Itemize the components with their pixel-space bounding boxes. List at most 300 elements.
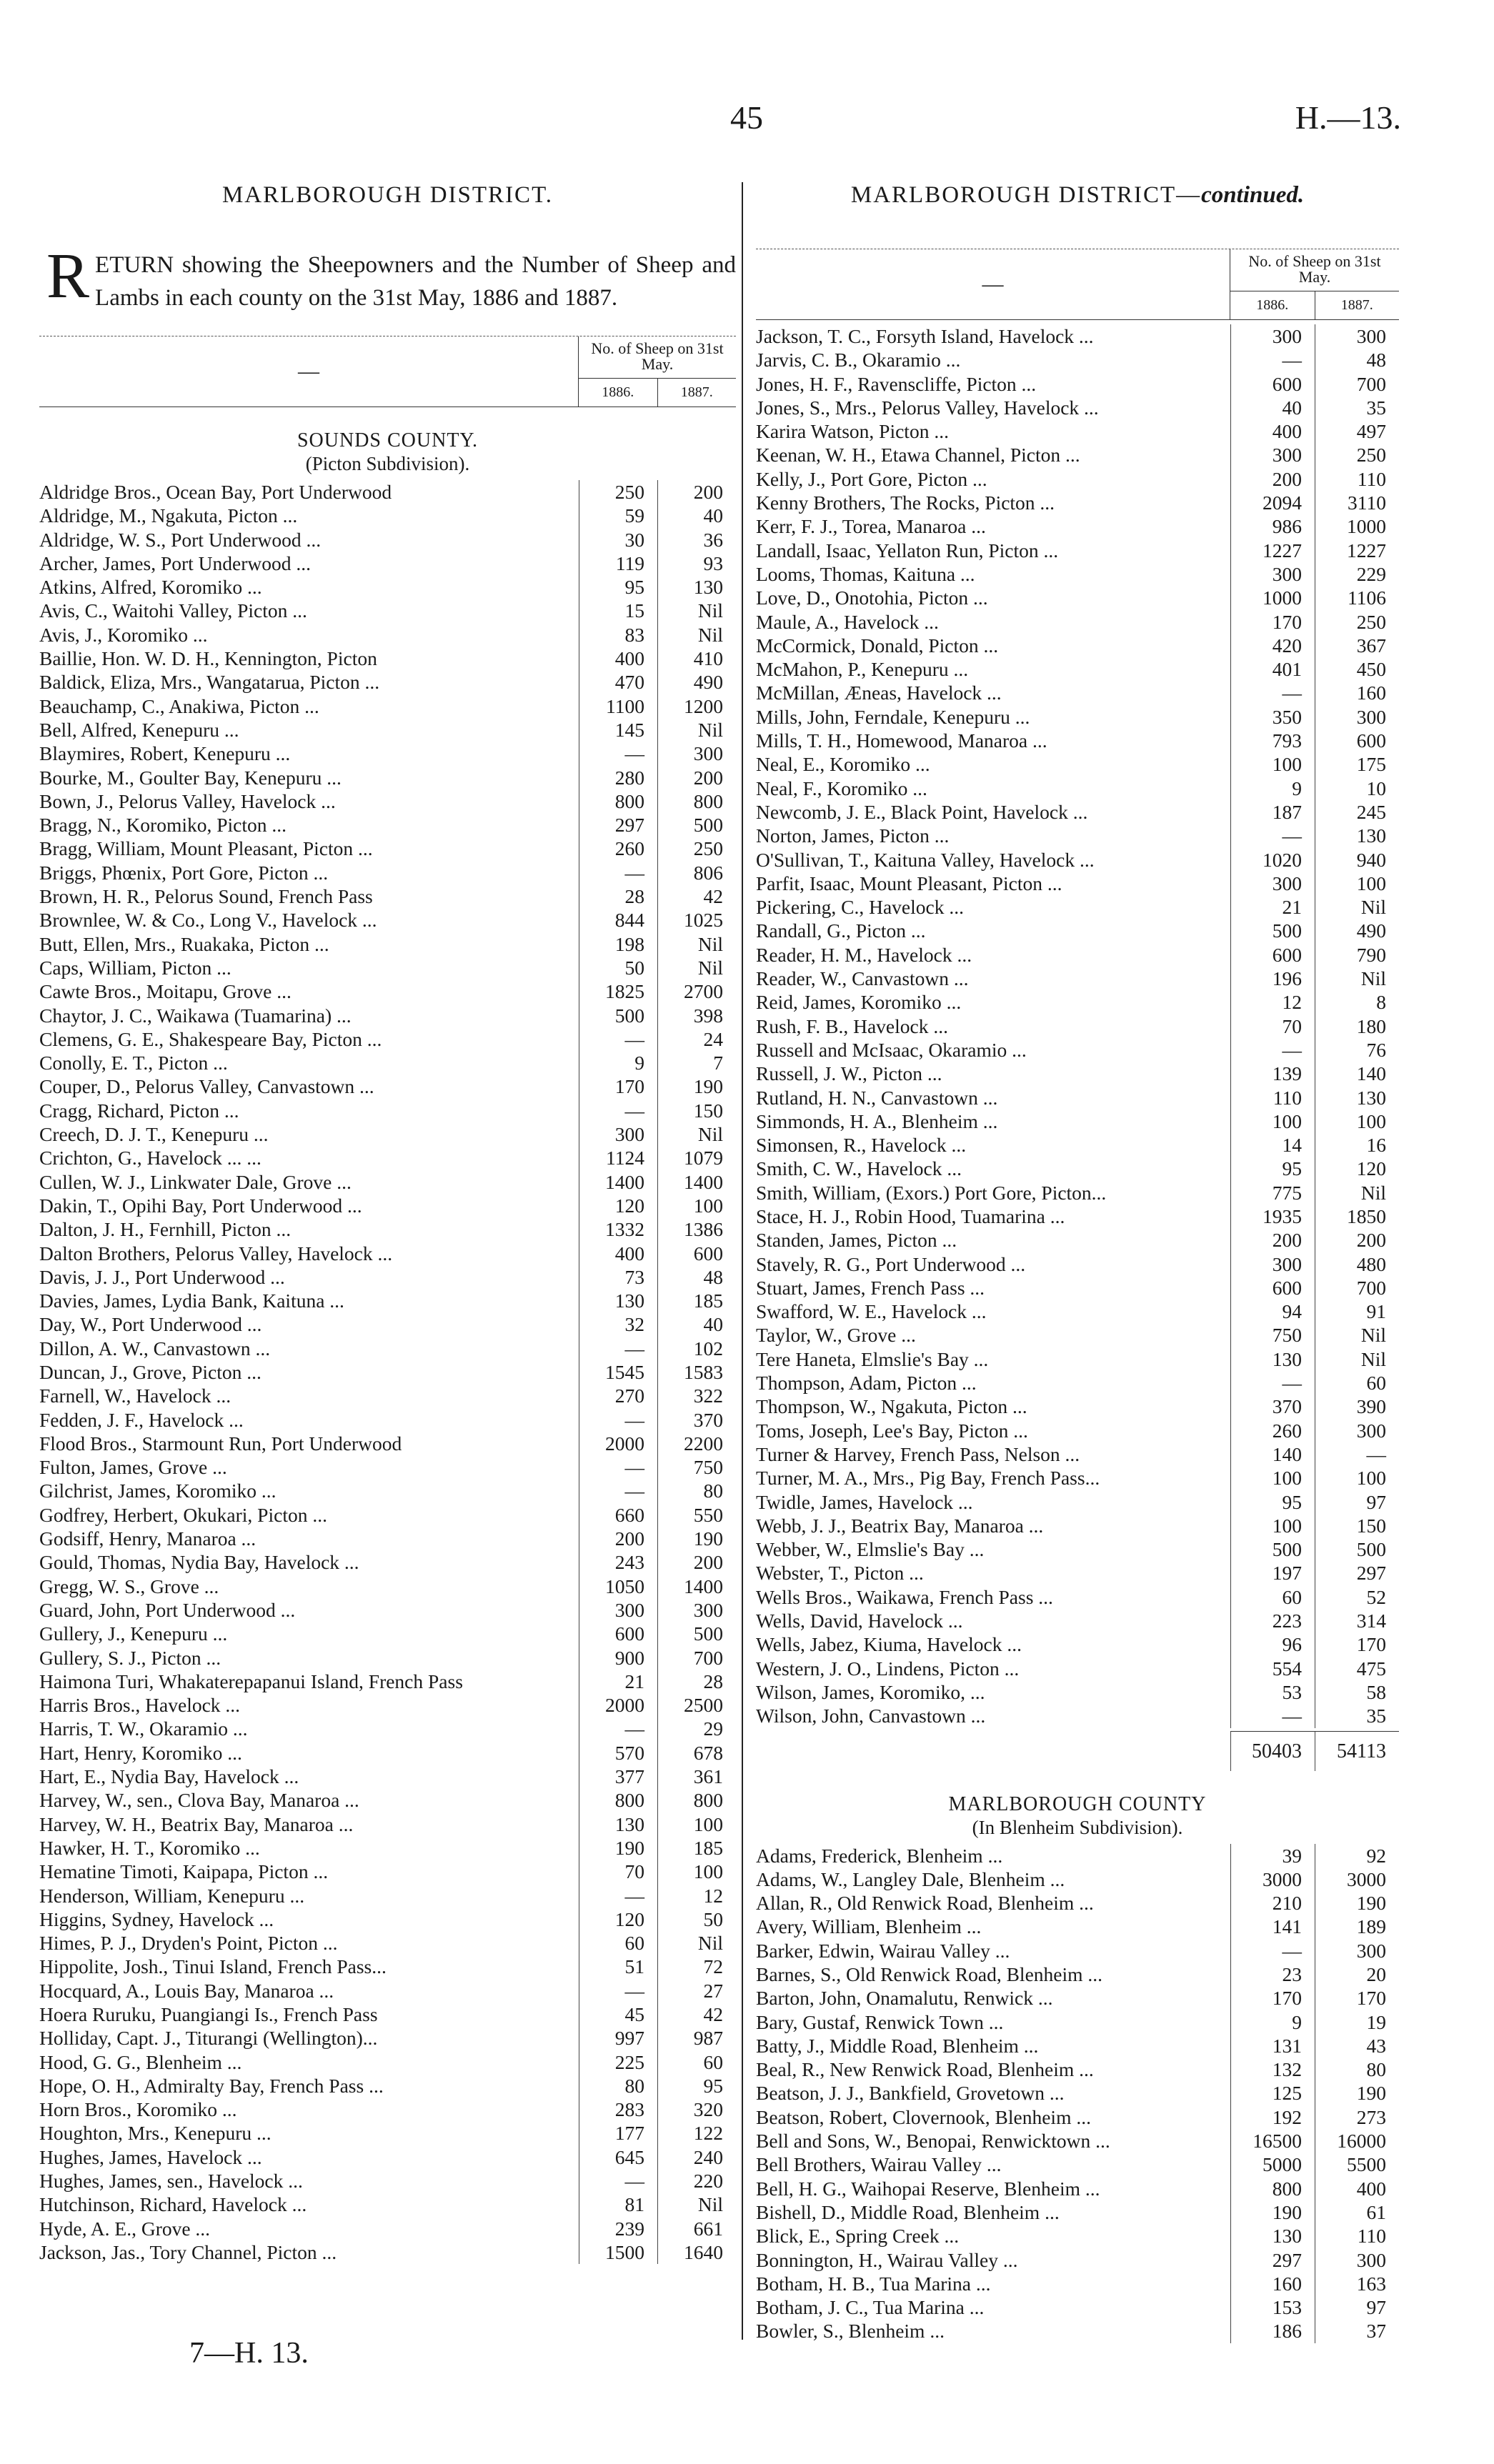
owner-name: Reader, W., Canvastown ...	[756, 967, 969, 990]
owner-name: McCormick, Donald, Picton ...	[756, 634, 999, 657]
table-row	[756, 1276, 1399, 1300]
sheep-1886: 645	[579, 2145, 657, 2169]
sheep-1886: —	[579, 742, 657, 765]
table-row	[756, 1395, 1399, 1418]
table-row	[39, 1955, 736, 1978]
sheep-1886: 130	[1230, 2224, 1315, 2248]
sheep-1886: 21	[579, 1670, 657, 1693]
table-row	[39, 1051, 736, 1074]
sheep-1886: 1935	[1230, 1204, 1315, 1228]
sheep-1887: 300	[657, 742, 736, 765]
blenheim-subdivision-label: (In Blenheim Subdivision).	[972, 1816, 1183, 1838]
owner-name: Hawker, H. T., Koromiko ...	[39, 1836, 260, 1859]
sounds-county-title: SOUNDS COUNTY.	[297, 429, 479, 452]
sheep-1887: 300	[1315, 705, 1399, 729]
sheep-1887: 72	[657, 1955, 736, 1978]
owner-name: Simmonds, H. A., Blenheim ...	[756, 1109, 998, 1132]
owner-name: Gullery, J., Kenepuru ...	[39, 1622, 228, 1645]
sheep-1887: 497	[1315, 419, 1399, 443]
table-row	[39, 861, 736, 884]
sheep-1887: 700	[657, 1646, 736, 1670]
sheep-1887: 940	[1315, 848, 1399, 872]
table-row	[756, 586, 1399, 609]
owner-name: Rush, F. B., Havelock ...	[756, 1014, 948, 1037]
table-row	[39, 2193, 736, 2216]
table-row	[756, 1867, 1399, 1891]
sheep-1886: —	[1230, 1704, 1315, 1727]
sheep-1887: 150	[657, 1099, 736, 1122]
table-row	[39, 2050, 736, 2074]
owner-name: Houghton, Mrs., Kenepuru ...	[39, 2122, 272, 2145]
sheep-1887: 661	[657, 2217, 736, 2240]
table-row	[39, 528, 736, 552]
owner-name: Botham, J. C., Tua Marina ...	[756, 2296, 985, 2319]
owner-name: Baldick, Eliza, Mrs., Wangatarua, Picton ...	[39, 671, 380, 694]
owner-name: Hart, E., Nydia Bay, Havelock ...	[39, 1765, 299, 1788]
sheep-1887: 170	[1315, 1986, 1399, 2010]
table-row	[39, 1027, 736, 1051]
sheep-1887: 700	[1315, 1276, 1399, 1300]
sheep-1887: 170	[1315, 1632, 1399, 1656]
table-row	[39, 1074, 736, 1098]
sheep-1887: 1079	[657, 1146, 736, 1169]
sheep-1886: 73	[579, 1265, 657, 1289]
table-row	[39, 1622, 736, 1645]
sheep-1886: 1020	[1230, 848, 1315, 872]
sheep-1886: 145	[579, 718, 657, 742]
sheep-1887: 36	[657, 528, 736, 552]
sheep-1886: —	[579, 1455, 657, 1479]
sheep-1887: 300	[657, 1598, 736, 1622]
table-header	[756, 249, 1399, 320]
sheep-1887: 500	[657, 1622, 736, 1645]
table-row	[756, 2129, 1399, 2153]
sheep-1887: 3110	[1315, 491, 1399, 514]
owner-name: Mills, John, Ferndale, Kenepuru ...	[756, 705, 1030, 728]
owner-name: Wilson, John, Canvastown ...	[756, 1705, 986, 1727]
owner-name: Simonsen, R., Havelock ...	[756, 1134, 967, 1157]
table-row	[756, 514, 1399, 538]
sheep-1887: 190	[1315, 2081, 1399, 2105]
sheep-1886: 141	[1230, 1915, 1315, 1938]
sheep-1886: 170	[1230, 610, 1315, 634]
table-row	[39, 1670, 736, 1693]
sheep-1886: 196	[1230, 967, 1315, 990]
table-row	[756, 610, 1399, 634]
owner-name: Harvey, W., sen., Clova Bay, Manaroa ...	[39, 1789, 359, 1812]
table-row	[756, 2105, 1399, 2129]
sheep-1886: 170	[1230, 1986, 1315, 2010]
sheep-1886: 177	[579, 2121, 657, 2145]
owner-name: Turner, M. A., Mrs., Pig Bay, French Pass...	[756, 1467, 1100, 1490]
year-1887-header: 1887.	[1315, 291, 1400, 319]
owner-name: Batty, J., Middle Road, Blenheim ...	[756, 2034, 1039, 2057]
table-row	[39, 1384, 736, 1407]
table-row	[39, 1312, 736, 1336]
owner-name: Bishell, D., Middle Road, Blenheim ...	[756, 2200, 1060, 2223]
table-row	[39, 1408, 736, 1432]
owner-name: Flood Bros., Starmount Run, Port Underwood	[39, 1432, 402, 1455]
sheep-1887: 190	[657, 1074, 736, 1098]
sheep-1886: 300	[1230, 443, 1315, 467]
owner-name: Archer, James, Port Underwood ...	[39, 552, 311, 574]
sheep-1887: 300	[1315, 1419, 1399, 1442]
sheep-1887: 29	[657, 1717, 736, 1740]
table-row	[39, 1146, 736, 1169]
sheep-1887: 140	[1315, 1062, 1399, 1085]
document-reference: H.—13.	[1295, 99, 1401, 136]
owner-name: Toms, Joseph, Lee's Bay, Picton ...	[756, 1419, 1028, 1442]
sheep-1886: 197	[1230, 1561, 1315, 1585]
owner-name: Fedden, J. F., Havelock ...	[39, 1408, 244, 1431]
sheep-1887: 42	[657, 2002, 736, 2026]
sheep-1886: 1332	[579, 1217, 657, 1241]
table-row	[756, 1939, 1399, 1962]
owner-name: Beatson, Robert, Clovernook, Blenheim ...	[756, 2105, 1091, 2128]
sheep-1886: —	[1230, 1371, 1315, 1395]
sheep-1887: 250	[1315, 610, 1399, 634]
sheep-1886: 297	[1230, 2248, 1315, 2272]
owner-name: Day, W., Port Underwood ...	[39, 1313, 262, 1336]
owner-name: Beal, R., New Renwick Road, Blenheim ...	[756, 2058, 1094, 2081]
sheep-1886: 100	[1230, 1514, 1315, 1537]
sheep-1886: 270	[579, 1384, 657, 1407]
table-row	[756, 1371, 1399, 1395]
sheep-1886: 30	[579, 528, 657, 552]
owner-name: Twidle, James, Havelock ...	[756, 1490, 973, 1513]
sheep-1887: 120	[1315, 1157, 1399, 1180]
sheep-1886: 192	[1230, 2105, 1315, 2129]
table-row	[39, 2217, 736, 2240]
owner-name: Beauchamp, C., Anakiwa, Picton ...	[39, 694, 319, 717]
owner-name: Davies, James, Lydia Bank, Kaituna ...	[39, 1290, 344, 1312]
sheep-1886: 600	[1230, 372, 1315, 396]
sheep-1886: 280	[579, 766, 657, 789]
sheep-1886: 5000	[1230, 2153, 1315, 2176]
sheep-1886: 1050	[579, 1575, 657, 1598]
sheep-1886: 60	[1230, 1585, 1315, 1609]
table-row	[39, 1931, 736, 1955]
sheep-1886: 300	[1230, 562, 1315, 586]
table-row	[756, 872, 1399, 895]
sheep-1886: —	[579, 1027, 657, 1051]
sheep-1887: 245	[1315, 800, 1399, 824]
sheep-1886: 400	[579, 647, 657, 670]
sheep-1887: Nil	[1315, 1347, 1399, 1371]
table-row	[39, 789, 736, 813]
sheep-1886: 223	[1230, 1609, 1315, 1632]
sheep-1887: 185	[657, 1836, 736, 1860]
owner-name: Thompson, Adam, Picton ...	[756, 1372, 977, 1395]
table-row	[756, 1609, 1399, 1632]
sheep-1887: 185	[657, 1289, 736, 1312]
table-row	[39, 1194, 736, 1217]
sheep-1886: 350	[1230, 705, 1315, 729]
sheep-1887: 220	[657, 2169, 736, 2193]
sheep-1886: 1500	[579, 2240, 657, 2264]
table-row	[39, 1693, 736, 1717]
sheep-1886: 844	[579, 908, 657, 932]
owner-name: Butt, Ellen, Mrs., Ruakaka, Picton ...	[39, 932, 329, 955]
sheep-1886: 775	[1230, 1181, 1315, 1204]
owner-name: Neal, F., Koromiko ...	[756, 777, 927, 799]
sheep-1887: 370	[657, 1408, 736, 1432]
owner-name: O'Sullivan, T., Kaituna Valley, Havelock ...	[756, 848, 1095, 871]
table-row	[39, 2074, 736, 2098]
sheep-1887: 750	[657, 1455, 736, 1479]
sheep-1887: Nil	[657, 599, 736, 622]
sheep-1887: 314	[1315, 1609, 1399, 1632]
sheep-1886: 186	[1230, 2319, 1315, 2343]
sheep-1887: 600	[1315, 729, 1399, 752]
owner-name: Stuart, James, French Pass ...	[756, 1276, 985, 1299]
owner-name: Bragg, William, Mount Pleasant, Picton ...	[39, 837, 373, 860]
owner-name: Higgins, Sydney, Havelock ...	[39, 1907, 274, 1930]
sheep-1887: —	[1315, 1442, 1399, 1466]
table-row	[39, 1717, 736, 1740]
sheep-1887: 61	[1315, 2200, 1399, 2224]
sheep-1887: 100	[1315, 1109, 1399, 1133]
table-row	[756, 1133, 1399, 1157]
table-row	[756, 1632, 1399, 1656]
sheep-1887: Nil	[657, 2193, 736, 2216]
sheep-1887: 500	[1315, 1537, 1399, 1561]
table-row	[756, 1419, 1399, 1442]
sheep-1887: 40	[657, 1312, 736, 1336]
sheep-1887: 400	[1315, 2177, 1399, 2200]
sheep-1886: 120	[579, 1194, 657, 1217]
table-row	[39, 1004, 736, 1027]
sheep-1886: 400	[579, 1242, 657, 1265]
table-row	[39, 670, 736, 694]
sheep-1886: 800	[579, 1788, 657, 1812]
sheep-1886: 660	[579, 1503, 657, 1527]
table-row	[756, 2081, 1399, 2105]
sheep-1886: 800	[579, 789, 657, 813]
owner-name: Newcomb, J. E., Black Point, Havelock ...	[756, 800, 1088, 823]
owner-name: Cullen, W. J., Linkwater Dale, Grove ...	[39, 1170, 352, 1193]
owner-name: Hughes, James, Havelock ...	[39, 2145, 262, 2168]
owner-name: Bourke, M., Goulter Bay, Kenepuru ...	[39, 766, 342, 789]
sheep-1887: Nil	[657, 623, 736, 647]
owner-name: Bragg, N., Koromiko, Picton ...	[39, 814, 287, 837]
owner-name: Bonnington, H., Wairau Valley ...	[756, 2248, 1018, 2271]
table-row	[39, 1217, 736, 1241]
sheep-1887: 8	[1315, 990, 1399, 1014]
table-row	[39, 1860, 736, 1883]
owner-name: Jackson, T. C., Forsyth Island, Havelock ...	[756, 325, 1094, 347]
table-row	[756, 467, 1399, 491]
sheep-1887: 800	[657, 789, 736, 813]
table-row	[756, 324, 1399, 348]
table-row	[39, 647, 736, 670]
sheep-1886: 40	[1230, 396, 1315, 419]
sheep-1887: 2200	[657, 1432, 736, 1455]
table-row	[39, 718, 736, 742]
owner-name: Harvey, W. H., Beatrix Bay, Manaroa ...	[39, 1812, 354, 1835]
sheep-1886: 160	[1230, 2272, 1315, 2295]
sheep-1886: 131	[1230, 2034, 1315, 2058]
sheep-1887: 100	[657, 1812, 736, 1836]
owner-name: Hughes, James, sen., Havelock ...	[39, 2170, 303, 2193]
owner-name: Bell, H. G., Waihopai Reserve, Blenheim ...	[756, 2177, 1100, 2200]
sheep-1886: 401	[1230, 657, 1315, 681]
owner-name: Keenan, W. H., Etawa Channel, Picton ...	[756, 444, 1080, 467]
table-row	[39, 599, 736, 622]
owner-name: Clemens, G. E., Shakespeare Bay, Picton ...	[39, 1027, 382, 1050]
owner-name: Botham, H. B., Tua Marina ...	[756, 2272, 991, 2295]
sheep-1887: 160	[1315, 681, 1399, 704]
sheep-1887: 200	[657, 1550, 736, 1574]
marlborough-county-rows	[756, 1844, 1399, 2343]
sheep-1886: 190	[579, 1836, 657, 1860]
owner-name: Crichton, G., Havelock ... ...	[39, 1147, 262, 1169]
sheep-1886: 300	[579, 1122, 657, 1146]
owner-name: Duncan, J., Grove, Picton ...	[39, 1360, 262, 1383]
table-row	[39, 480, 736, 504]
sheep-1887: 450	[1315, 657, 1399, 681]
sheep-1886: 300	[579, 1598, 657, 1622]
sheep-1887: 92	[1315, 1844, 1399, 1867]
sheep-1887: 1000	[1315, 514, 1399, 538]
sheep-1886: 39	[1230, 1844, 1315, 1867]
owner-name: Godsiff, Henry, Manaroa ...	[39, 1527, 257, 1550]
sheep-1887: Nil	[1315, 895, 1399, 919]
sheep-1887: 1200	[657, 694, 736, 718]
sheep-1886: 297	[579, 813, 657, 837]
sheep-1887: 790	[1315, 943, 1399, 967]
owner-name: Adams, W., Langley Dale, Blenheim ...	[756, 1867, 1065, 1890]
sheep-1886: 900	[579, 1646, 657, 1670]
table-row	[756, 1323, 1399, 1347]
sheep-1886: 600	[1230, 943, 1315, 967]
sheep-1886: 400	[1230, 419, 1315, 443]
sheep-1887: Nil	[657, 1122, 736, 1146]
sheep-1887: 48	[657, 1265, 736, 1289]
sheep-1886: 70	[1230, 1014, 1315, 1038]
table-row	[756, 1490, 1399, 1514]
sheep-1886: 243	[579, 1550, 657, 1574]
sheep-1886: 28	[579, 884, 657, 908]
sheep-1887: 1850	[1315, 1204, 1399, 1228]
owner-name: Looms, Thomas, Kaituna ...	[756, 562, 975, 585]
owner-name: Wells, David, Havelock ...	[756, 1610, 963, 1632]
table-row	[756, 2319, 1399, 2343]
table-row	[756, 848, 1399, 872]
owner-name: Hart, Henry, Koromiko ...	[39, 1741, 242, 1764]
sheep-1886: 119	[579, 552, 657, 575]
sheep-1887: 19	[1315, 2010, 1399, 2034]
sheep-1887: 100	[657, 1860, 736, 1883]
sheep-1887: 100	[1315, 872, 1399, 895]
table-row	[39, 1479, 736, 1502]
total-1887: 54113	[1315, 1731, 1399, 1771]
table-row	[39, 932, 736, 956]
sheep-1886: —	[579, 861, 657, 884]
table-row	[39, 1550, 736, 1574]
sheep-1887: 1400	[657, 1575, 736, 1598]
sheep-1887: 95	[657, 2074, 736, 2098]
owner-name: Kelly, J., Port Gore, Picton ...	[756, 467, 987, 490]
sheep-1887: 50	[657, 1907, 736, 1931]
sheep-1886: 1825	[579, 979, 657, 1003]
sheep-1887: 130	[1315, 824, 1399, 847]
sheep-count-header	[578, 336, 736, 406]
page-number: 45	[730, 99, 763, 136]
table-row	[39, 884, 736, 908]
owner-name: Kerr, F. J., Torea, Manaroa ...	[756, 515, 986, 538]
table-row	[756, 1062, 1399, 1085]
table-row	[39, 2169, 736, 2193]
table-row	[39, 1812, 736, 1836]
table-row	[39, 908, 736, 932]
owner-name: Kenny Brothers, The Rocks, Picton ...	[756, 492, 1055, 514]
sheep-1886: —	[579, 1717, 657, 1740]
sheep-1886: 12	[1230, 990, 1315, 1014]
owner-name: Pickering, C., Havelock ...	[756, 896, 964, 919]
owner-name: Blaymires, Robert, Kenepuru ...	[39, 742, 291, 765]
sheep-1886: 225	[579, 2050, 657, 2074]
sheep-1887: 35	[1315, 396, 1399, 419]
table-row	[756, 1915, 1399, 1938]
sheep-1886: 600	[1230, 1276, 1315, 1300]
sheep-1887: Nil	[657, 956, 736, 979]
total-row	[756, 1731, 1399, 1771]
table-row	[39, 1337, 736, 1360]
table-row	[756, 1086, 1399, 1109]
owner-name: Neal, E., Koromiko ...	[756, 753, 930, 776]
sheep-1886: 23	[1230, 1962, 1315, 1986]
owner-name: Briggs, Phœnix, Port Gore, Picton ...	[39, 861, 329, 884]
sheep-1887: Nil	[657, 932, 736, 956]
owner-name: Gilchrist, James, Koromiko ...	[39, 1480, 277, 1502]
table-row	[756, 2272, 1399, 2295]
sheep-1886: 21	[1230, 895, 1315, 919]
owner-name: Western, J. O., Lindens, Picton ...	[756, 1657, 1020, 1680]
owner-name: Wells Bros., Waikawa, French Pass ...	[756, 1585, 1053, 1608]
heading-continued: continued.	[1201, 182, 1305, 208]
sheep-1886: 100	[1230, 1466, 1315, 1490]
table-row	[756, 919, 1399, 942]
table-row	[756, 1986, 1399, 2010]
owner-name: Cawte Bros., Moitapu, Grove ...	[39, 980, 292, 1003]
table-row	[756, 1228, 1399, 1252]
owner-name: Hope, O. H., Admiralty Bay, French Pass ...	[39, 2074, 384, 2097]
sheep-1887: 100	[1315, 1466, 1399, 1490]
table-row	[39, 694, 736, 718]
sheep-1886: 2094	[1230, 491, 1315, 514]
heading-text: MARLBOROUGH DISTRICT—	[850, 182, 1202, 208]
sheep-1886: 1400	[579, 1170, 657, 1194]
owner-name: Dalton Brothers, Pelorus Valley, Havelock ...	[39, 1242, 393, 1265]
sheep-count-label: No. of Sheep on 31st May.	[1230, 249, 1399, 291]
table-row	[39, 1979, 736, 2002]
sheep-1887: 76	[1315, 1038, 1399, 1062]
owner-name: Landall, Isaac, Yellaton Run, Picton ...	[756, 539, 1059, 562]
sheep-1886: —	[579, 2169, 657, 2193]
sheep-1887: 163	[1315, 2272, 1399, 2295]
owner-name: Guard, John, Port Underwood ...	[39, 1598, 296, 1621]
sheep-1886: 16500	[1230, 2129, 1315, 2153]
table-row	[756, 1442, 1399, 1466]
table-row	[39, 1741, 736, 1765]
sheep-1886: 500	[1230, 919, 1315, 942]
sheep-1887: 390	[1315, 1395, 1399, 1418]
table-row	[756, 348, 1399, 371]
year-1887-header: 1887.	[657, 379, 737, 406]
sheep-1886: 50	[579, 956, 657, 979]
sounds-county-rows	[39, 480, 736, 2264]
